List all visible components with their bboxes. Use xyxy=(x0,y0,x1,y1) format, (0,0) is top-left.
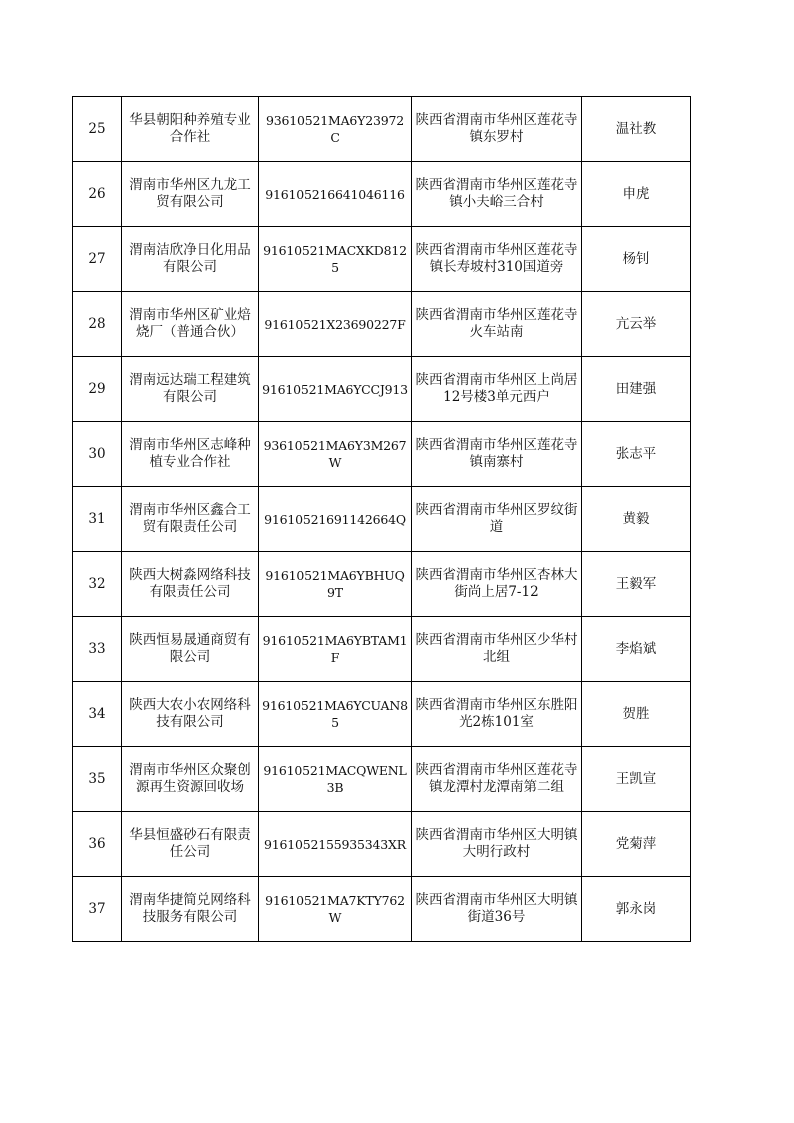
table-row xyxy=(73,552,691,617)
credit-code-cell: 9161052155935343XR xyxy=(259,812,412,877)
legal-representative-cell: 王凯宣 xyxy=(582,747,691,812)
row-number-cell: 31 xyxy=(73,487,122,552)
credit-code-cell: 91610521X23690227F xyxy=(259,292,412,357)
company-name-cell: 陕西恒易晟通商贸有限公司 xyxy=(122,617,259,682)
address-cell: 陕西省渭南市华州区少华村北组 xyxy=(412,617,582,682)
table-row xyxy=(73,682,691,747)
address-cell: 陕西省渭南市华州区大明镇大明行政村 xyxy=(412,812,582,877)
legal-representative-cell: 田建强 xyxy=(582,357,691,422)
company-name-cell: 陕西大农小农网络科技有限公司 xyxy=(122,682,259,747)
address-cell: 陕西省渭南市华州区莲花寺镇南寨村 xyxy=(412,422,582,487)
legal-representative-cell: 张志平 xyxy=(582,422,691,487)
company-name-cell: 陕西大树淼网络科技有限责任公司 xyxy=(122,552,259,617)
table-row xyxy=(73,747,691,812)
row-number-cell: 32 xyxy=(73,552,122,617)
table-row xyxy=(73,422,691,487)
company-name-cell: 渭南远达瑞工程建筑有限公司 xyxy=(122,357,259,422)
legal-representative-cell: 郭永岗 xyxy=(582,877,691,942)
legal-representative-cell: 党菊萍 xyxy=(582,812,691,877)
legal-representative-cell: 贺胜 xyxy=(582,682,691,747)
table-row xyxy=(73,97,691,162)
address-cell: 陕西省渭南市华州区杏林大街尚上居7-12 xyxy=(412,552,582,617)
legal-representative-cell: 李焰斌 xyxy=(582,617,691,682)
row-number-cell: 34 xyxy=(73,682,122,747)
table-row xyxy=(73,357,691,422)
credit-code-cell: 93610521MA6Y3M267W xyxy=(259,422,412,487)
row-number-cell: 28 xyxy=(73,292,122,357)
address-cell: 陕西省渭南市华州区东胜阳光2栋101室 xyxy=(412,682,582,747)
row-number-cell: 25 xyxy=(73,97,122,162)
table-row xyxy=(73,812,691,877)
row-number-cell: 33 xyxy=(73,617,122,682)
address-cell: 陕西省渭南市华州区莲花寺镇东罗村 xyxy=(412,97,582,162)
table-row xyxy=(73,292,691,357)
company-name-cell: 渭南市华州区志峰种植专业合作社 xyxy=(122,422,259,487)
company-name-cell: 渭南洁欣净日化用品有限公司 xyxy=(122,227,259,292)
row-number-cell: 27 xyxy=(73,227,122,292)
address-cell: 陕西省渭南市华州区上尚居12号楼3单元西户 xyxy=(412,357,582,422)
row-number-cell: 36 xyxy=(73,812,122,877)
credit-code-cell: 91610521MA6YCUAN85 xyxy=(259,682,412,747)
table-row xyxy=(73,227,691,292)
table-row xyxy=(73,162,691,227)
company-name-cell: 渭南华捷简兑网络科技服务有限公司 xyxy=(122,877,259,942)
legal-representative-cell: 黄毅 xyxy=(582,487,691,552)
legal-representative-cell: 杨钊 xyxy=(582,227,691,292)
credit-code-cell: 91610521MA7KTY762W xyxy=(259,877,412,942)
table-row xyxy=(73,617,691,682)
address-cell: 陕西省渭南市华州区莲花寺镇龙潭村龙潭南第二组 xyxy=(412,747,582,812)
row-number-cell: 35 xyxy=(73,747,122,812)
company-name-cell: 渭南市华州区矿业焙烧厂（普通合伙） xyxy=(122,292,259,357)
credit-code-cell: 91610521MA6YBTAM1F xyxy=(259,617,412,682)
row-number-cell: 37 xyxy=(73,877,122,942)
credit-code-cell: 91610521MA6YBHUQ9T xyxy=(259,552,412,617)
company-name-cell: 渭南市华州区九龙工贸有限公司 xyxy=(122,162,259,227)
table-row xyxy=(73,487,691,552)
table-row xyxy=(73,877,691,942)
credit-code-cell: 91610521MA6YCCJ913 xyxy=(259,357,412,422)
row-number-cell: 30 xyxy=(73,422,122,487)
credit-code-cell: 91610521MACQWENL3B xyxy=(259,747,412,812)
address-cell: 陕西省渭南市华州区莲花寺镇长寿坡村310国道旁 xyxy=(412,227,582,292)
company-name-cell: 华县恒盛砂石有限责任公司 xyxy=(122,812,259,877)
enterprise-table xyxy=(72,96,691,942)
address-cell: 陕西省渭南市华州区莲花寺火车站南 xyxy=(412,292,582,357)
table-body xyxy=(73,97,691,942)
row-number-cell: 29 xyxy=(73,357,122,422)
address-cell: 陕西省渭南市华州区罗纹街道 xyxy=(412,487,582,552)
address-cell: 陕西省渭南市华州区莲花寺镇小夫峪三合村 xyxy=(412,162,582,227)
address-cell: 陕西省渭南市华州区大明镇街道36号 xyxy=(412,877,582,942)
company-name-cell: 华县朝阳种养殖专业合作社 xyxy=(122,97,259,162)
credit-code-cell: 916105216641046116 xyxy=(259,162,412,227)
row-number-cell: 26 xyxy=(73,162,122,227)
credit-code-cell: 91610521691142664Q xyxy=(259,487,412,552)
company-name-cell: 渭南市华州区众聚创源再生资源回收场 xyxy=(122,747,259,812)
company-name-cell: 渭南市华州区鑫合工贸有限责任公司 xyxy=(122,487,259,552)
legal-representative-cell: 温社教 xyxy=(582,97,691,162)
credit-code-cell: 91610521MACXKD8125 xyxy=(259,227,412,292)
legal-representative-cell: 王毅军 xyxy=(582,552,691,617)
legal-representative-cell: 亢云举 xyxy=(582,292,691,357)
credit-code-cell: 93610521MA6Y23972C xyxy=(259,97,412,162)
legal-representative-cell: 申虎 xyxy=(582,162,691,227)
